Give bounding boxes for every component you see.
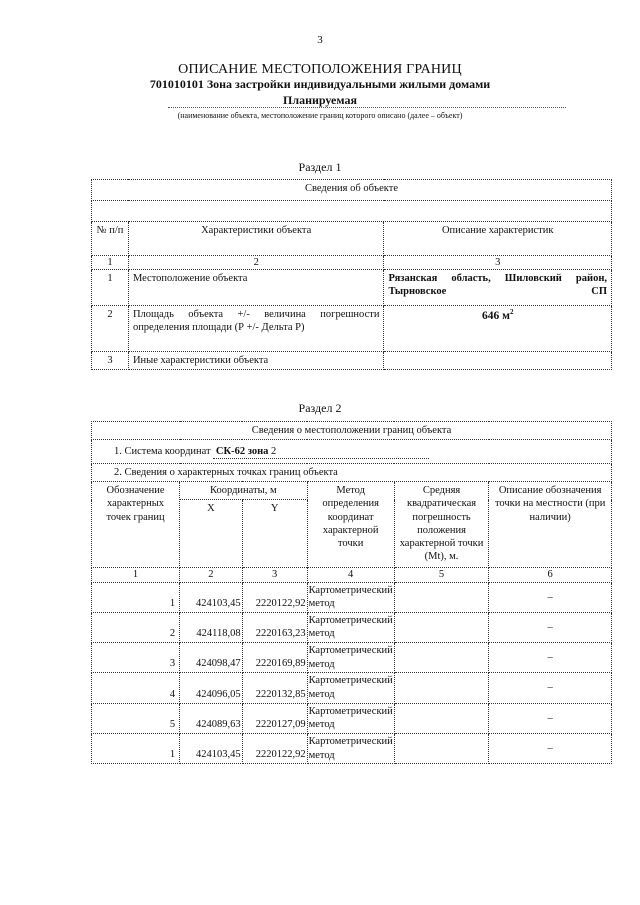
section2-title: Раздел 2 (298, 401, 342, 415)
table-row (92, 270, 612, 306)
method: Картометрический метод (307, 612, 394, 642)
index-cell: 1 (92, 256, 129, 270)
section1-title: Раздел 1 (298, 160, 342, 174)
object-status: Планируемая (283, 93, 357, 107)
index-cell: 3 (384, 256, 612, 270)
col-char-header: Характеристики объекта (128, 222, 384, 256)
object-name: 701010101 Зона застройки индивидуальными жилыми домами (149, 77, 491, 91)
point-id: 1 (92, 582, 180, 612)
method: Картометрический метод (307, 733, 394, 763)
coord-system-field (213, 445, 429, 459)
title-underline (168, 107, 566, 108)
col-error-header: Средняя квадратическая погрешность положения характерной точки (Мt), м. (394, 482, 488, 568)
method: Картометрический метод (307, 673, 394, 703)
coord-y: 2220169,89 (242, 643, 307, 673)
index-cell: 1 (92, 568, 180, 582)
col-y-header: Y (242, 500, 307, 568)
point-desc: – (489, 582, 612, 612)
table-row (92, 703, 612, 733)
coord-x: 424098,47 (180, 643, 243, 673)
row-name: Местоположение объекта (128, 270, 384, 306)
row-value (384, 306, 612, 352)
row-name: Площадь объекта +/- величина погрешности определения площади (Р +/- Дельта Р) (128, 306, 384, 352)
coord-x: 424103,45 (180, 733, 243, 763)
point-desc: – (489, 733, 612, 763)
col-x-header: X (180, 500, 243, 568)
row-num: 2 (92, 306, 129, 352)
coord-system-row (92, 440, 612, 464)
row-value (384, 352, 612, 370)
error (394, 643, 488, 673)
index-cell: 3 (242, 568, 307, 582)
point-id: 2 (92, 612, 180, 642)
col-desc-header: Описание обозначения точки на местности (при наличии) (489, 482, 612, 568)
error (394, 673, 488, 703)
index-cell: 2 (180, 568, 243, 582)
index-cell: 4 (307, 568, 394, 582)
boundary-points-table (91, 421, 612, 764)
table-row (92, 733, 612, 763)
row-num: 1 (92, 270, 129, 306)
error (394, 612, 488, 642)
table-row (92, 643, 612, 673)
point-desc: – (489, 703, 612, 733)
area-unit-sup: 2 (509, 308, 514, 317)
method: Картометрический метод (307, 643, 394, 673)
coord-y: 2220122,92 (242, 582, 307, 612)
coord-x: 424103,45 (180, 582, 243, 612)
coord-y: 2220127,09 (242, 703, 307, 733)
table-row (92, 306, 612, 352)
points-label: 2. Сведения о характерных точках границ объекта (92, 464, 612, 482)
coord-x: 424089,63 (180, 703, 243, 733)
boundary-header: Сведения о местоположении границ объекта (92, 422, 612, 440)
index-cell: 2 (128, 256, 384, 270)
method: Картометрический метод (307, 582, 394, 612)
table-row (92, 582, 612, 612)
method: Картометрический метод (307, 703, 394, 733)
col-coords-header: Координаты, м (180, 482, 308, 500)
col-point-header: Обозначение характерных точек границ (92, 482, 180, 568)
error (394, 733, 488, 763)
page-number: 3 (317, 34, 323, 46)
coord-y: 2220163,23 (242, 612, 307, 642)
point-desc: – (489, 673, 612, 703)
row-value: Рязанская область, Шиловский район, Тырновское СП (384, 270, 612, 306)
coord-system-label: 1. Система координат (114, 445, 211, 457)
error (394, 703, 488, 733)
col-num-header: № п/п (92, 222, 129, 256)
point-id: 5 (92, 703, 180, 733)
coord-y: 2220132,85 (242, 673, 307, 703)
coord-x: 424096,05 (180, 673, 243, 703)
point-id: 4 (92, 673, 180, 703)
area-value: 646 м (481, 309, 510, 322)
table-row (92, 612, 612, 642)
object-info-header: Сведения об объекте (92, 180, 612, 201)
point-desc: – (489, 612, 612, 642)
object-info-table (91, 179, 612, 370)
spacer-row (92, 201, 612, 222)
table-row (92, 352, 612, 370)
point-id: 3 (92, 643, 180, 673)
coord-x: 424118,08 (180, 612, 243, 642)
index-cell: 5 (394, 568, 488, 582)
col-desc-header: Описание характеристик (384, 222, 612, 256)
coord-y: 2220122,92 (242, 733, 307, 763)
row-name: Иные характеристики объекта (128, 352, 384, 370)
point-desc: – (489, 643, 612, 673)
coord-system-zone: 2 (271, 445, 277, 457)
document-title: ОПИСАНИЕ МЕСТОПОЛОЖЕНИЯ ГРАНИЦ (178, 62, 462, 77)
error (394, 582, 488, 612)
point-id: 1 (92, 733, 180, 763)
title-note: (наименование объекта, местоположение границ которого описано (далее – объект) (177, 111, 463, 120)
table-row (92, 673, 612, 703)
index-cell: 6 (489, 568, 612, 582)
col-method-header: Метод определения координат характерной точки (307, 482, 394, 568)
row-num: 3 (92, 352, 129, 370)
coord-system-value: СК-62 зона (215, 445, 269, 457)
